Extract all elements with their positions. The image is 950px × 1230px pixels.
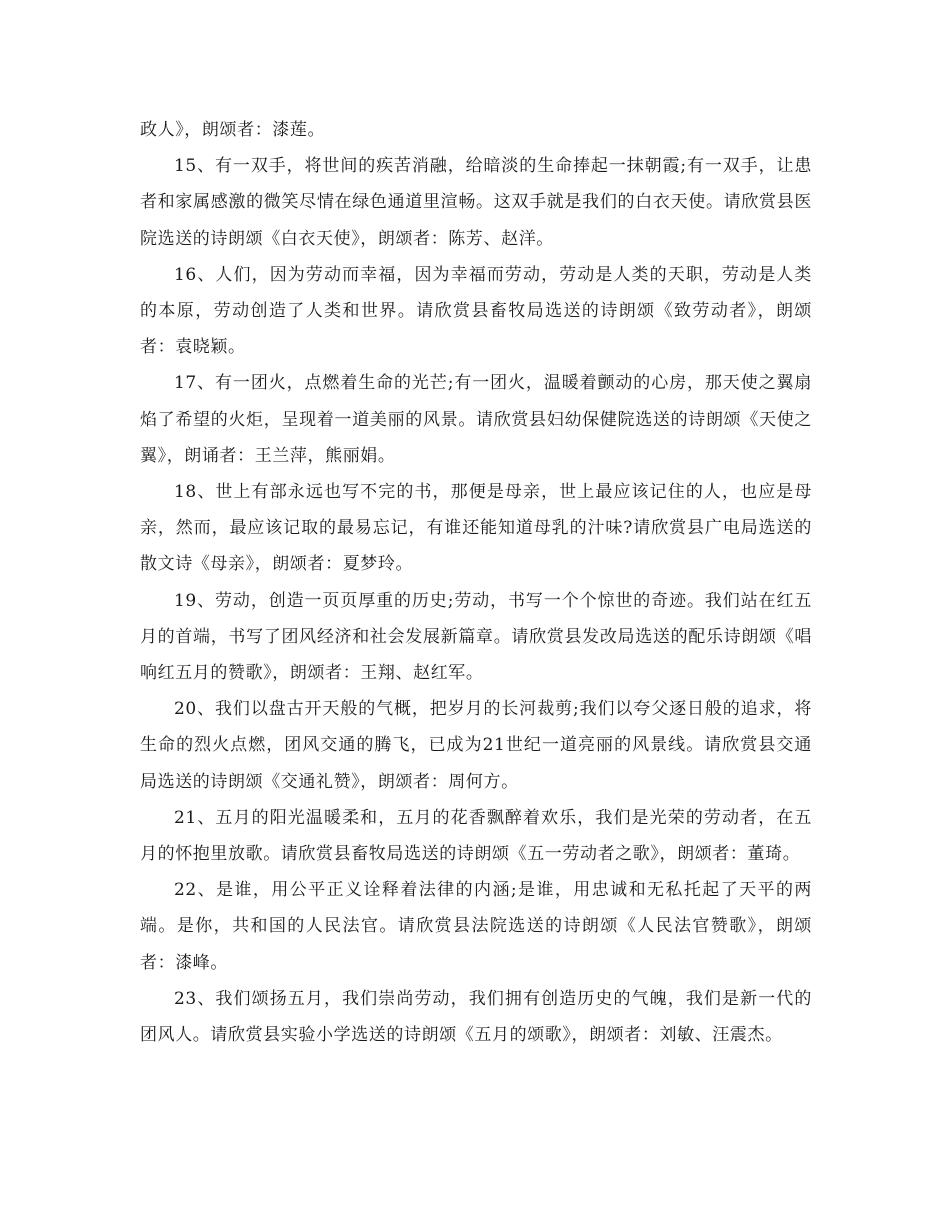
- paragraph-item-19: 19、劳动，创造一页页厚重的历史;劳动，书写一个个惊世的奇迹。我们站在红五月的首端，书写了团风经济和社会发展新篇章。请欣赏县发改局选送的配乐诗朗颂《唱响红五月的赞歌》，朗颂者：王翔、赵红军。: [140, 590, 812, 684]
- paragraph-item-17: 17、有一团火，点燃着生命的光芒;有一团火，温暖着颤动的心房，那天使之翼扇焰了希望的火炬，呈现着一道美丽的风景。请欣赏县妇幼保健院选送的诗朗颂《天使之翼》，朗诵者：王兰萍，熊丽娟。: [140, 373, 812, 466]
- paragraph-item-20: 20、我们以盘古开天般的气概，把岁月的长河裁剪;我们以夸父逐日般的追求，将生命的烈火点燃，团风交通的腾飞，已成为21世纪一道亮丽的风景线。请欣赏县交通局选送的诗朗颂《交通礼赞》，朗颂者：周何方。: [140, 699, 812, 792]
- paragraph-item-22: 22、是谁，用公平正义诠释着法律的内涵;是谁，用忠诚和无私托起了天平的两端。是你，共和国的人民法官。请欣赏县法院选送的诗朗颂《人民法官赞歌》，朗颂者：漆峰。: [140, 880, 812, 973]
- paragraph-item-21: 21、五月的阳光温暖柔和，五月的花香飘醉着欢乐，我们是光荣的劳动者，在五月的怀抱里放歌。请欣赏县畜牧局选送的诗朗颂《五一劳动者之歌》，朗颂者：董琦。: [140, 807, 812, 865]
- paragraph-item-15: 15、有一双手，将世间的疾苦消融，给暗淡的生命捧起一抹朝霞;有一双手，让患者和家属感激的微笑尽情在绿色通道里渲畅。这双手就是我们的白衣天使。请欣赏县医院选送的诗朗颂《白衣天使》，朗颂者：陈芳、赵洋。: [140, 156, 812, 249]
- paragraph-item-18: 18、世上有部永远也写不完的书，那便是母亲，世上最应该记住的人，也应是母亲，然而，最应该记取的最易忘记，有谁还能知道母乳的汁味?请欣赏县广电局选送的散文诗《母亲》，朗颂者：夏梦玲。: [140, 482, 812, 575]
- document-body: [140, 112, 812, 1053]
- paragraph-item-16: 16、人们，因为劳动而幸福，因为幸福而劳动，劳动是人类的天职，劳动是人类的本原，劳动创造了人类和世界。请欣赏县畜牧局选送的诗朗颂《致劳动者》，朗颂者：袁晓颖。: [140, 264, 812, 358]
- paragraph-continuation: 政人》，朗颂者：漆莲。: [140, 120, 326, 140]
- paragraph-item-23: 23、我们颂扬五月，我们崇尚劳动，我们拥有创造历史的气魄，我们是新一代的团风人。请欣赏县实验小学选送的诗朗颂《五月的颂歌》，朗颂者：刘敏、汪震杰。: [140, 988, 812, 1046]
